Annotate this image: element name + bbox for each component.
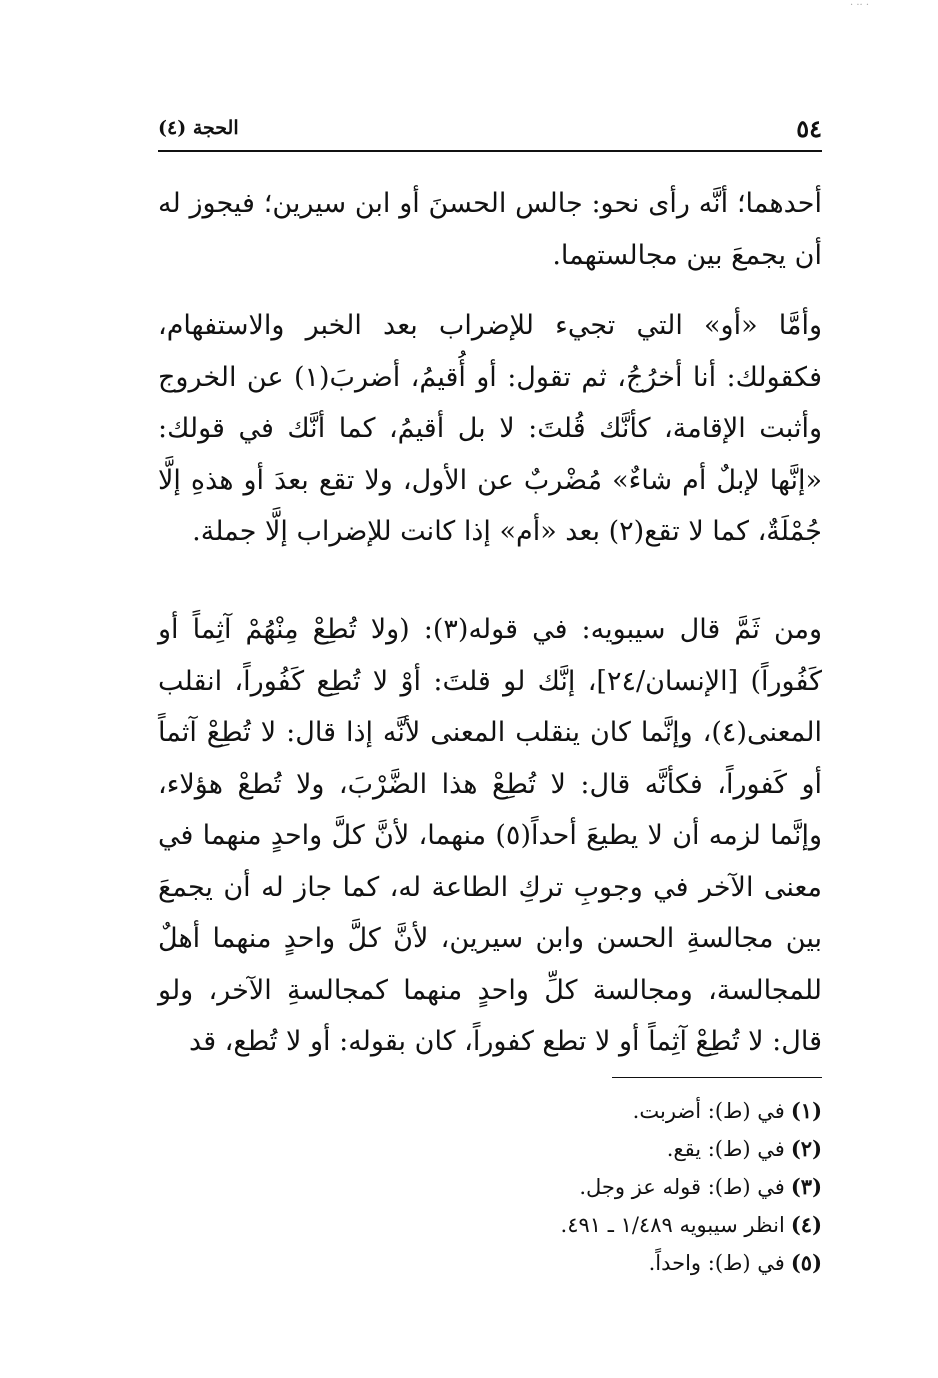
- footnote-text: في (ط): يقع.: [666, 1137, 785, 1161]
- footnote-rule: [612, 1077, 822, 1078]
- footnote-number: (٢): [790, 1136, 822, 1161]
- paragraph-2: وأمَّا «أو» التي تجيء للإضراب بعد الخبر والاستفهام، فكقولك: أنا أخرُجُ، ثم تقول: أو أُقيمُ، أضربَ(١) عن الخروج وأثبت الإقامة، كأنَّك قُلتَ: لا بل أقيمُ، كما أنَّك في قولك: «إنَّها لإبلٌ أم شاءٌ» مُضْربٌ عن الأول، ولا تقع بعدَ أو هذهِ إلَّا جُمْلَةٌ، كما لا تقع(٢) بعد «أم» إذا كانت للإضراب إلَّا جملة.: [158, 310, 822, 547]
- scan-artifact: · ·· ·: [850, 0, 870, 11]
- running-title: الحجة (٤): [158, 117, 239, 139]
- footnote-item: [158, 1244, 822, 1282]
- footnotes: [158, 1092, 822, 1282]
- paragraph-3: ومن ثَمَّ قال سيبويه: في قوله(٣): (ولا تُطِعْ مِنْهُمْ آثِماً أو كَفُوراً) [الإنسان/٢٤]، إنَّك لو قلتَ: أوْ لا تُطِع كَفُوراً، انقلب المعنى(٤)، وإنَّما كان ينقلب المعنى لأنَّه إذا قال: لا تُطِعْ آثماً أو كَفوراً، فكأنَّه قال: لا تُطِعْ هذا الضَّرْبَ، ولا تُطعْ هؤلاء، وإنَّما لزمه أن لا يطيعَ أحداً(٥) منهما، لأنَّ كلَّ واحدٍ منهما في معنى الآخر في وجوبِ تركِ الطاعة له، كما جاز له أن يجمعَ بين مجالسةِ الحسن وابن سيرين، لأنَّ كلَّ واحدٍ منهما أهلٌ للمجالسة، ومجالسة كلِّ واحدٍ منهما كمجالسةِ الآخر، ولو قال: لا تُطِعْ آثِماً أو لا تطع كفوراً، كان بقوله: أو لا تُطع، قد: [158, 614, 823, 1057]
- footnote-text: في (ط): أضربت.: [632, 1099, 785, 1123]
- page-number: ٥٤: [796, 113, 822, 143]
- footnote-number: (١): [790, 1098, 822, 1123]
- footnote-text: في (ط): واحداً.: [648, 1251, 785, 1275]
- page-header: [158, 108, 822, 148]
- footnote-item: [158, 1206, 822, 1244]
- paragraph-1: أحدهما؛ أنَّه رأى نحو: جالس الحسنَ أو ابن سيرين؛ فيجوز له أن يجمعَ بين مجالستهما.: [158, 188, 822, 271]
- footnote-text: انظر سيبويه ١/٤٨٩ ـ ٤٩١.: [560, 1213, 785, 1237]
- footnote-item: [158, 1168, 822, 1206]
- footnote-number: (٤): [790, 1212, 822, 1237]
- footnote-number: (٥): [790, 1250, 822, 1275]
- footnote-item: [158, 1130, 822, 1168]
- header-rule: [158, 150, 822, 152]
- footnote-item: [158, 1092, 822, 1130]
- footnote-text: في (ط): قوله عز وجل.: [579, 1175, 785, 1199]
- footnote-number: (٣): [790, 1174, 822, 1199]
